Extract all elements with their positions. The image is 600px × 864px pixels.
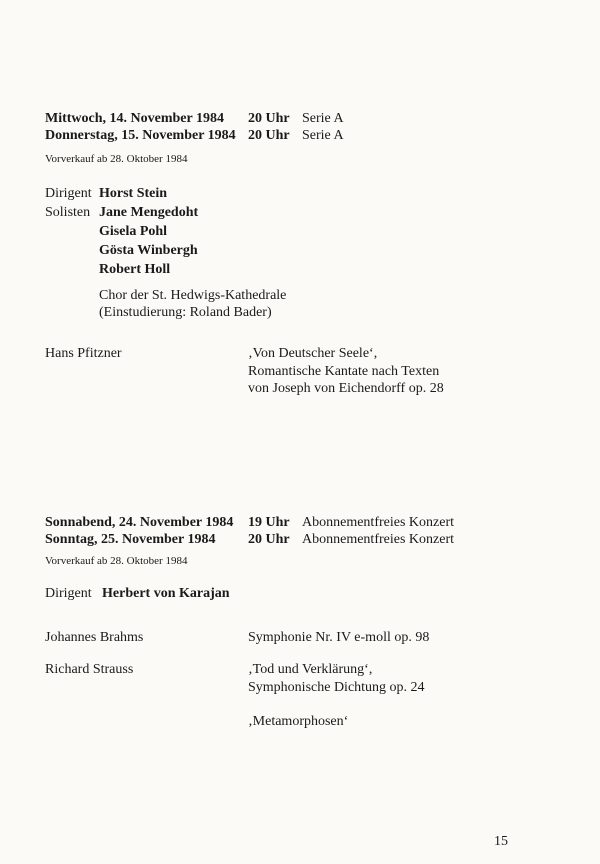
concert2-conductor: Herbert von Karajan [102, 586, 230, 601]
concert1-series-2: Serie A [302, 128, 344, 143]
concert2-series-2: Abonnementfreies Konzert [302, 532, 454, 547]
composer-name: Richard Strauss [45, 662, 134, 677]
composer-name: Hans Pfitzner [45, 346, 122, 361]
soloist: Gösta Winbergh [99, 243, 198, 258]
concert2-conductor-label: Dirigent [45, 586, 92, 601]
concert2-date-1: Sonnabend, 24. November 1984 [45, 515, 234, 530]
concert2-time-2: 20 Uhr [248, 532, 290, 547]
work-title: ‚Metamorphosen‘ [248, 714, 349, 729]
concert2-series-1: Abonnementfreies Konzert [302, 515, 454, 530]
work-title: ‚Tod und Verklärung‘, [248, 662, 373, 677]
concert1-time-2: 20 Uhr [248, 128, 290, 143]
soloist: Gisela Pohl [99, 224, 168, 239]
concert1-conductor: Horst Stein [99, 186, 168, 201]
concert1-time-1: 20 Uhr [248, 111, 290, 126]
soloist: Robert Holl [99, 262, 171, 277]
work-title: von Joseph von Eichendorff op. 28 [248, 381, 444, 396]
concert1-choir-note: (Einstudierung: Roland Bader) [99, 305, 272, 320]
concert1-presale: Vorverkauf ab 28. Oktober 1984 [45, 153, 188, 165]
work-title: ‚Von Deutscher Seele‘, [248, 346, 378, 361]
concert1-choir: Chor der St. Hedwigs-Kathedrale [99, 288, 287, 303]
concert2-time-1: 19 Uhr [248, 515, 290, 530]
work-title: Symphonie Nr. IV e-moll op. 98 [248, 630, 430, 645]
concert1-soloists-label: Solisten [45, 205, 91, 220]
page-number: 15 [494, 834, 508, 849]
composer-name: Johannes Brahms [45, 630, 144, 645]
soloist: Jane Mengedoht [99, 205, 199, 220]
concert1-conductor-label: Dirigent [45, 186, 92, 201]
concert1-date-2: Donnerstag, 15. November 1984 [45, 128, 236, 143]
concert1-date-1: Mittwoch, 14. November 1984 [45, 111, 224, 126]
work-title: Symphonische Dichtung op. 24 [248, 680, 425, 695]
concert1-series-1: Serie A [302, 111, 344, 126]
concert2-date-2: Sonntag, 25. November 1984 [45, 532, 216, 547]
work-title: Romantische Kantate nach Texten [248, 364, 440, 379]
concert2-presale: Vorverkauf ab 28. Oktober 1984 [45, 555, 188, 567]
